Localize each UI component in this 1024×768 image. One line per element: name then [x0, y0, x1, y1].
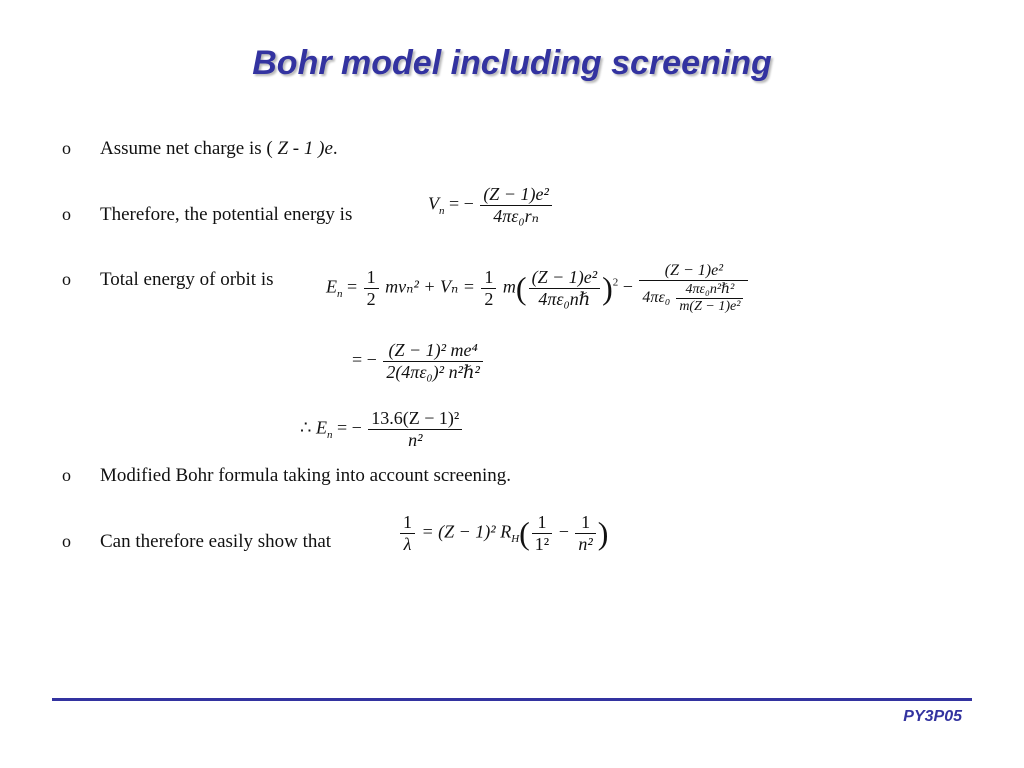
bullet-marker: o	[62, 138, 71, 158]
slide-title: Bohr model including screening	[252, 44, 772, 82]
bullet-text: Can therefore easily show that	[100, 531, 332, 552]
footer-divider	[52, 698, 972, 701]
equation-potential: $V_n$ = − $\frac{\text{(Z − 1)e²}}{\text{4πε₀rₙ}}$	[428, 184, 554, 227]
equation-simplified: = − $\frac{\text{(Z − 1)² me⁴}}{\text{2(4πε₀)² n²ℏ²}}$	[352, 340, 485, 383]
bullet-marker: o	[62, 204, 71, 224]
bullet-marker: o	[62, 531, 71, 551]
course-code: PY3P05	[903, 708, 962, 725]
equation-total-energy: $E_n$ = $\frac{1}{2}$ mvₙ² + Vₙ = $\frac{1}{2}$ m( $\frac{\text{(Z − 1)e²}}{\text{4πε₀nℏ}}$ )$^2$ − (Z − 1)e² 4πε₀ $\frac{\text{4πε₀n²ℏ²}}{\text{m(Z − 1)e²}}$	[326, 262, 750, 315]
bullet-text: Therefore, the potential energy is	[100, 204, 353, 225]
equation-energy-result: ∴ $E_n$ = − $\frac{\text{13.6(Z − 1)²}}{\text{n²}}$	[300, 408, 464, 451]
bullet-text: Total energy of orbit is	[100, 269, 274, 290]
bullet-text: Assume net charge is ( Z - 1 )e.	[100, 138, 338, 159]
bullet-text: Modified Bohr formula taking into account screening.	[100, 465, 512, 486]
bullet-marker: o	[62, 269, 71, 289]
bullet-marker: o	[62, 465, 71, 485]
equation-rydberg: $\frac{1}{\lambda}$ = (Z − 1)² $R_H$( $\frac{1}{\text{1²}}$ − $\frac{1}{\text{n²}}$ )	[398, 512, 608, 555]
